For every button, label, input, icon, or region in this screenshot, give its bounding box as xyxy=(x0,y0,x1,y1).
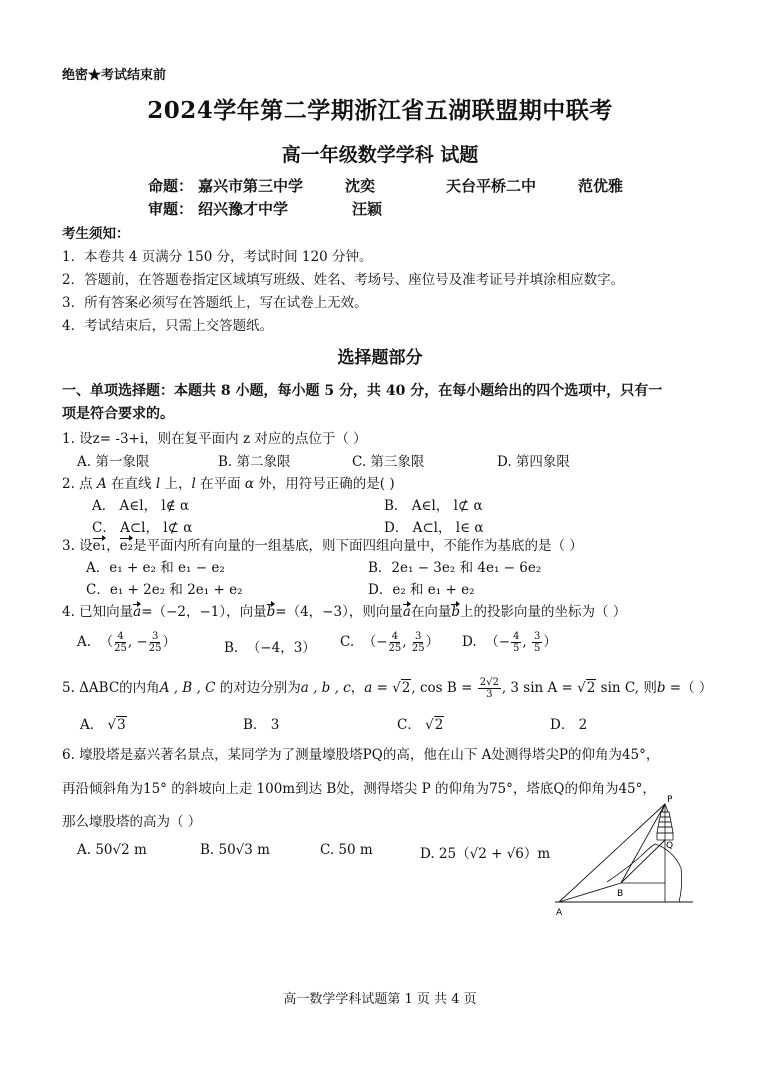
reviewer-school: 绍兴豫才中学 xyxy=(198,200,289,218)
q4-vector-b: b xyxy=(451,604,461,620)
q2-point: A xyxy=(96,476,107,492)
q5-option-b: B． 3 xyxy=(243,717,280,733)
sight-line-ap xyxy=(559,804,665,902)
setter-label: 命题： xyxy=(148,177,194,195)
q2-text: 在直线 xyxy=(106,476,156,492)
fraction: $\frac{3}{25}$ xyxy=(148,631,162,654)
question-4-stem xyxy=(62,600,626,620)
q3-vector-e1: e₁ xyxy=(92,538,107,554)
q2-line: l xyxy=(155,476,161,492)
q3-option-label: C． xyxy=(86,582,110,598)
reviewer-name: 汪颖 xyxy=(352,200,383,218)
q5-text: , cos B = xyxy=(411,680,477,696)
question-6-stem: 6. 壕股塔是嘉兴著名景点，某同学为了测量壕股塔PQ的高，他在山下 A处测得塔尖P的仰角为45°， xyxy=(62,747,660,763)
q5-a-eq: a = xyxy=(364,680,393,696)
q3-option-b xyxy=(368,556,541,576)
fig-label-q: Q xyxy=(666,841,674,851)
part1-instructions: 一、单项选择题：本题共 8 小题，每小题 5 分，共 40 分，在每小题给出的四个选项中，只有一 xyxy=(62,383,663,399)
q6-option-d: D. 25（√2 + √6）m xyxy=(420,846,551,862)
secret-mark: 绝密★考试结束前 xyxy=(62,68,167,83)
q3-option-label: B． xyxy=(368,560,392,576)
q6-option-a: A. 50√2 m xyxy=(77,842,147,858)
question-2-stem xyxy=(62,472,395,492)
q4-option-c: C. （− $\frac{4}{25}$ , $\frac{3}{25}$ ） xyxy=(340,631,440,654)
q5-sides: a , b , c xyxy=(300,680,351,696)
q5-b: b xyxy=(656,680,666,696)
q2-option-d: D． A⊂l， l∈ α xyxy=(384,520,484,536)
q4-vector-a: a xyxy=(133,604,142,620)
q4-vector-b: b xyxy=(266,604,276,620)
exam-title: 2024学年第二学期浙江省五湖联盟期中联考 xyxy=(147,97,613,124)
q2-line: l xyxy=(191,476,196,492)
setter1-name: 沈奕 xyxy=(345,177,376,195)
q3-option-a xyxy=(86,556,225,576)
q2-option-b: B． A∈l， l⊄ α xyxy=(384,498,483,514)
question-1-stem: 1. 设z= -3+i，则在复平面内 z 对应的点位于（ ） xyxy=(62,431,367,447)
q4-vector-a: a xyxy=(402,604,411,620)
fraction: $\frac{4}{5}$ xyxy=(513,631,520,654)
q5-text: 的对边分别为 xyxy=(215,680,301,696)
notice-item: 4．考试结束后，只需上交答题纸。 xyxy=(62,318,274,334)
q4-option-text: （−4，3） xyxy=(246,640,316,656)
reviewer-label: 审题： xyxy=(148,200,194,218)
q5-text: ， xyxy=(350,680,365,696)
q4-text: =（4，−3），则向量 xyxy=(275,604,403,620)
q4-option-label: D. xyxy=(462,634,477,650)
q4-option-b xyxy=(224,636,316,656)
q4-text: =（−2，−1），向量 xyxy=(141,604,267,620)
fig-label-b: B xyxy=(617,889,624,899)
q2-option-a: A． A∈l， l∉ α xyxy=(92,498,190,514)
part1-instructions-cont: 项是符合要求的。 xyxy=(62,406,174,422)
question-6-stem-cont: 再沿倾斜角为15° 的斜坡向上走 100m到达 B处，测得塔尖 P 的仰角为75°，塔底Q的仰角为45°， xyxy=(62,781,656,797)
sight-line-bp xyxy=(621,804,665,883)
q1-option-c: C. 第三象限 xyxy=(352,454,425,470)
fig-label-a: A xyxy=(556,908,563,918)
sight-line-bq xyxy=(621,840,665,883)
q3-option-text: e₂ 和 e₁ + e₂ xyxy=(392,582,475,598)
q2-num: 2. xyxy=(62,476,75,492)
q6-option-b: B. 50√3 m xyxy=(200,842,270,858)
notice-heading: 考生须知： xyxy=(62,226,130,242)
q5-num: 5. xyxy=(62,680,75,696)
q3-option-label: A． xyxy=(86,560,110,576)
q3-text: 3. 设 xyxy=(62,538,93,554)
sqrt: √2 xyxy=(577,680,596,696)
page-footer: 高一数学学科试题第 1 页 共 4 页 xyxy=(283,992,477,1007)
setter2-name: 范优雅 xyxy=(578,177,624,195)
exam-subtitle: 高一年级数学学科 试题 xyxy=(281,144,479,166)
q3-option-d xyxy=(368,578,475,598)
q5-option-c xyxy=(397,713,444,733)
pagoda-figure xyxy=(545,790,705,920)
q5-option-label: A． xyxy=(80,717,104,733)
q2-text: 上， xyxy=(160,476,192,492)
sqrt: √2 xyxy=(392,680,411,696)
q5-text: , 则 xyxy=(634,680,657,696)
notice-item: 2．答题前，在答题卷指定区域填写班级、姓名、考场号、座位号及准考证号并填涂相应数字。 xyxy=(62,272,625,288)
q1-option-a: A. 第一象限 xyxy=(77,454,150,470)
q2-text: 在平面 xyxy=(195,476,245,492)
sqrt: √2 xyxy=(425,717,444,733)
q3-option-text: 2e₁ − 3e₂ 和 4e₁ − 6e₂ xyxy=(391,560,542,576)
fraction: $\frac{3}{5}$ xyxy=(534,631,541,654)
sqrt: √3 xyxy=(107,717,126,733)
notice-item: 1．本卷共 4 页满分 150 分，考试时间 120 分钟。 xyxy=(62,249,373,265)
fraction: $\frac{4}{25}$ xyxy=(114,631,127,654)
question-5-stem xyxy=(62,676,712,700)
notice-item: 3．所有答案必须写在答题纸上，写在试卷上无效。 xyxy=(62,295,368,311)
q3-text: 是平面内所有向量的一组基底，则下面四组向量中，不能作为基底的是（ ） xyxy=(132,538,583,554)
fraction: $\frac{3}{25}$ xyxy=(411,631,425,654)
q5-option-a xyxy=(80,713,127,733)
q4-option-d: D. （− $\frac{4}{5}$ , $\frac{3}{5}$ ） xyxy=(462,631,557,654)
fraction: $\frac{2√2}{3}$ xyxy=(479,677,499,700)
slope-ab xyxy=(559,883,624,902)
q4-option-label: A. xyxy=(77,634,92,650)
q4-option-a: A. （ $\frac{4}{25}$ , − $\frac{3}{25}$ ） xyxy=(77,631,177,654)
q4-option-label: B. xyxy=(224,640,239,656)
q4-text: 4. 已知向量 xyxy=(62,604,134,620)
q4-option-label: C. xyxy=(340,634,355,650)
q2-plane: α xyxy=(244,476,254,492)
q3-vector-e2: e₂ xyxy=(119,538,133,554)
q3-text: ， xyxy=(106,538,120,554)
q2-text: 点 xyxy=(74,476,97,492)
q3-option-text: e₁ + e₂ 和 e₁ − e₂ xyxy=(109,560,225,576)
fig-label-p: P xyxy=(667,795,673,805)
q5-option-label: C． xyxy=(397,717,421,733)
q6-option-c: C. 50 m xyxy=(320,842,373,858)
q5-option-d: D． 2 xyxy=(550,717,588,733)
q4-text: 上的投影向量的坐标为（ ） xyxy=(460,604,627,620)
fraction: $\frac{4}{25}$ xyxy=(388,631,402,654)
q3-option-text: e₁ + 2e₂ 和 2e₁ + e₂ xyxy=(109,582,243,598)
question-3-stem xyxy=(62,534,583,554)
q4-text: 在向量 xyxy=(410,604,452,620)
q5-angles: A , B , C xyxy=(159,680,216,696)
question-6-stem-cont: 那么壕股塔的高为（ ） xyxy=(62,814,202,830)
section-title: 选择题部分 xyxy=(337,348,423,368)
q1-option-b: B. 第二象限 xyxy=(218,454,291,470)
setter2-school: 天台平桥二中 xyxy=(446,177,537,195)
setter1-school: 嘉兴市第三中学 xyxy=(198,177,304,195)
q5-text: sin C xyxy=(596,680,635,696)
q5-text: =（ ） xyxy=(665,680,713,696)
q1-option-d: D. 第四象限 xyxy=(497,454,570,470)
q5-text: , 3 sin A = xyxy=(501,680,578,696)
q3-option-label: D． xyxy=(368,582,393,598)
q3-option-c xyxy=(86,578,243,598)
q2-text: 外，用符号正确的是( ) xyxy=(254,476,395,492)
q2-option-c: C． A⊂l， l⊄ α xyxy=(92,520,193,536)
q5-text: ΔABC的内角 xyxy=(74,680,160,696)
